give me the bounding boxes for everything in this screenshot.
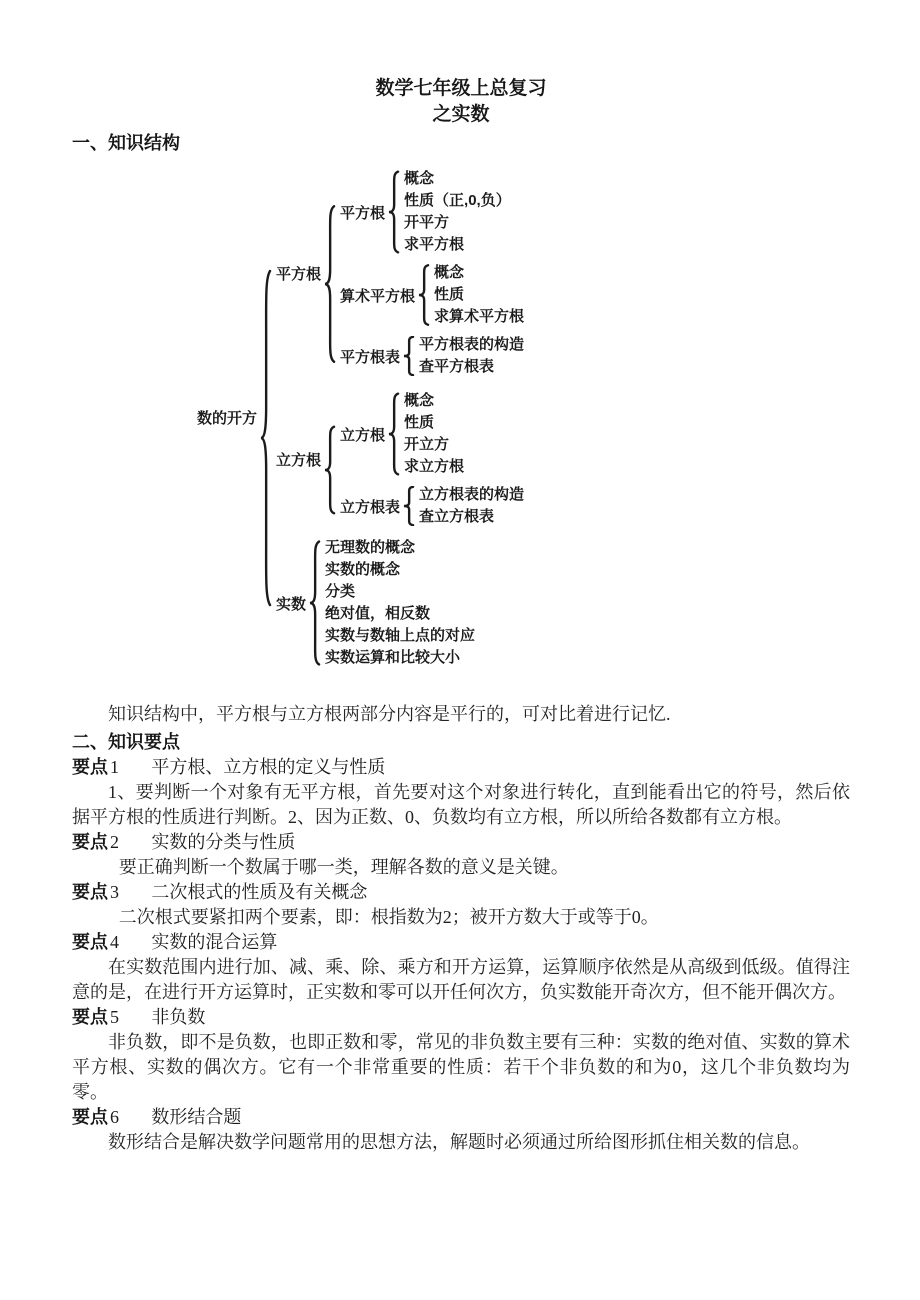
document-subtitle: 之实数 [432, 104, 490, 125]
tree-branch [340, 390, 524, 478]
tree-branch-label: 立方根表 [340, 498, 401, 516]
section-heading-knowledge-structure: 一、知识结构 [72, 133, 180, 153]
section-heading-key-points: 二、知识要点 [72, 732, 180, 752]
tree-children [340, 387, 524, 531]
key-point-heading [72, 1105, 850, 1130]
tree-leaf: 无理数的概念 [325, 539, 416, 556]
tree-leaf: 实数的概念 [325, 561, 401, 578]
key-point-keyword: 要点 [72, 932, 108, 952]
tree-leaf: 开平方 [404, 214, 450, 231]
tree-leaf: 查立方根表 [419, 508, 495, 525]
key-point-number: 6 [110, 1107, 119, 1127]
tree-branch-label: 数的开方 [197, 409, 258, 427]
tree-branch-label: 实数 [276, 595, 307, 613]
key-point-heading [72, 930, 850, 955]
key-point-number: 2 [110, 832, 119, 852]
key-point-number: 5 [110, 1007, 119, 1027]
tree-children [419, 334, 524, 378]
key-point-body: 非负数，即不是负数，也即正数和零，常见的非负数主要有三种：实数的绝对值、实数的算术平方根、实数的偶次方。它有一个非常重要的性质：若干个非负数的和为0，这几个非负数均为零。 [72, 1032, 850, 1102]
left-curly-brace-icon [402, 484, 415, 528]
tree-children [404, 390, 464, 478]
tree-children [419, 484, 524, 528]
key-point-2 [72, 830, 850, 880]
tree-leaf: 实数运算和比较大小 [325, 649, 461, 666]
tree-leaf: 概念 [404, 392, 435, 409]
tree-branch [276, 537, 524, 669]
key-point-title: 实数的混合运算 [151, 932, 278, 952]
tree-leaf: 求算术平方根 [434, 308, 525, 325]
tree-branch-label: 立方根 [276, 451, 322, 469]
key-point-heading [72, 1005, 850, 1030]
tree-leaf: 查平方根表 [419, 358, 495, 375]
tree-leaf: 求立方根 [404, 458, 465, 475]
tree-leaf: 概念 [434, 264, 465, 281]
left-curly-brace-icon [387, 168, 400, 256]
tree-leaf: 求平方根 [404, 236, 465, 253]
key-point-number: 3 [110, 882, 119, 902]
left-curly-brace-icon [323, 165, 336, 381]
tree-branch-label: 平方根 [276, 265, 322, 283]
document-title: 数学七年级上总复习 [375, 78, 547, 99]
left-curly-brace-icon [402, 334, 415, 378]
key-point-heading [72, 830, 850, 855]
tree-leaf: 立方根表的构造 [419, 486, 525, 503]
key-point-keyword: 要点 [72, 1107, 108, 1127]
key-point-heading [72, 755, 850, 780]
key-point-title: 实数的分类与性质 [151, 832, 296, 852]
left-curly-brace-icon [417, 262, 430, 328]
key-point-heading [72, 880, 850, 905]
key-point-body: 二次根式要紧扣两个要素，即：根指数为2；被开方数大于或等于0。 [118, 907, 659, 927]
key-point-4 [72, 930, 850, 1005]
key-point-number: 1 [110, 757, 119, 777]
tree-branch-label: 平方根表 [340, 348, 401, 366]
tree-branch [340, 262, 524, 328]
key-point-title: 二次根式的性质及有关概念 [151, 882, 368, 902]
tree-branch-label: 平方根 [340, 204, 386, 222]
tree-children [340, 165, 524, 381]
tree-leaf: 平方根表的构造 [419, 336, 525, 353]
key-point-keyword: 要点 [72, 1007, 108, 1027]
tree-branch [276, 165, 524, 381]
key-point-keyword: 要点 [72, 882, 108, 902]
tree-children [434, 262, 524, 328]
key-point-number: 4 [110, 932, 119, 952]
tree-branch [340, 168, 524, 256]
tree-leaf: 概念 [404, 170, 435, 187]
key-point-6 [72, 1105, 850, 1155]
tree-leaf: 实数与数轴上点的对应 [325, 627, 476, 644]
key-point-body: 在实数范围内进行加、减、乘、除、乘方和开方运算，运算顺序依然是从高级到低级。值得注意的是，在进行开方运算时，正实数和零可以开任何次方，负实数能开奇次方，但不能开偶次方。 [72, 957, 850, 1002]
key-point-keyword: 要点 [72, 832, 108, 852]
tree-leaf: 开立方 [404, 436, 450, 453]
tree-leaf: 性质 [404, 414, 435, 431]
tree-leaf: 性质 [434, 286, 465, 303]
tree-branch [276, 387, 524, 531]
tree-branch-label: 立方根 [340, 426, 386, 444]
tree-leaf: 分类 [325, 583, 356, 600]
key-point-body: 数形结合是解决数学问题常用的思想方法，解题时必须通过所给图形抓住相关数的信息。 [108, 1132, 810, 1152]
left-curly-brace-icon [259, 162, 272, 672]
left-curly-brace-icon [323, 387, 336, 531]
key-point-1 [72, 755, 850, 830]
tree-branch [197, 162, 850, 672]
tree-branch [340, 334, 524, 378]
tree-children [325, 537, 475, 669]
left-curly-brace-icon [387, 390, 400, 478]
key-point-keyword: 要点 [72, 757, 108, 777]
key-point-title: 非负数 [151, 1007, 206, 1027]
tree-leaf: 绝对值，相反数 [325, 605, 431, 622]
key-point-title: 平方根、立方根的定义与性质 [151, 757, 386, 777]
key-point-5 [72, 1005, 850, 1105]
tree-branch-label: 算术平方根 [340, 287, 416, 305]
key-point-body: 要正确判断一个数属于哪一类，理解各数的意义是关键。 [118, 857, 569, 877]
tree-children [276, 162, 524, 672]
key-point-3 [72, 880, 850, 930]
left-curly-brace-icon [308, 537, 321, 669]
knowledge-structure-diagram [197, 162, 850, 672]
tree-children [404, 168, 511, 256]
tree-leaf: 性质（正,0,负） [404, 192, 511, 209]
tree-branch [340, 484, 524, 528]
diagram-note: 知识结构中，平方根与立方根两部分内容是平行的，可对比着进行记忆. [108, 704, 671, 724]
key-point-title: 数形结合题 [151, 1107, 242, 1127]
key-point-body: 1、要判断一个对象有无平方根，首先要对这个对象进行转化，直到能看出它的符号，然后依据平方根的性质进行判断。2、因为正数、0、负数均有立方根，所以所给各数都有立方根。 [72, 782, 850, 827]
